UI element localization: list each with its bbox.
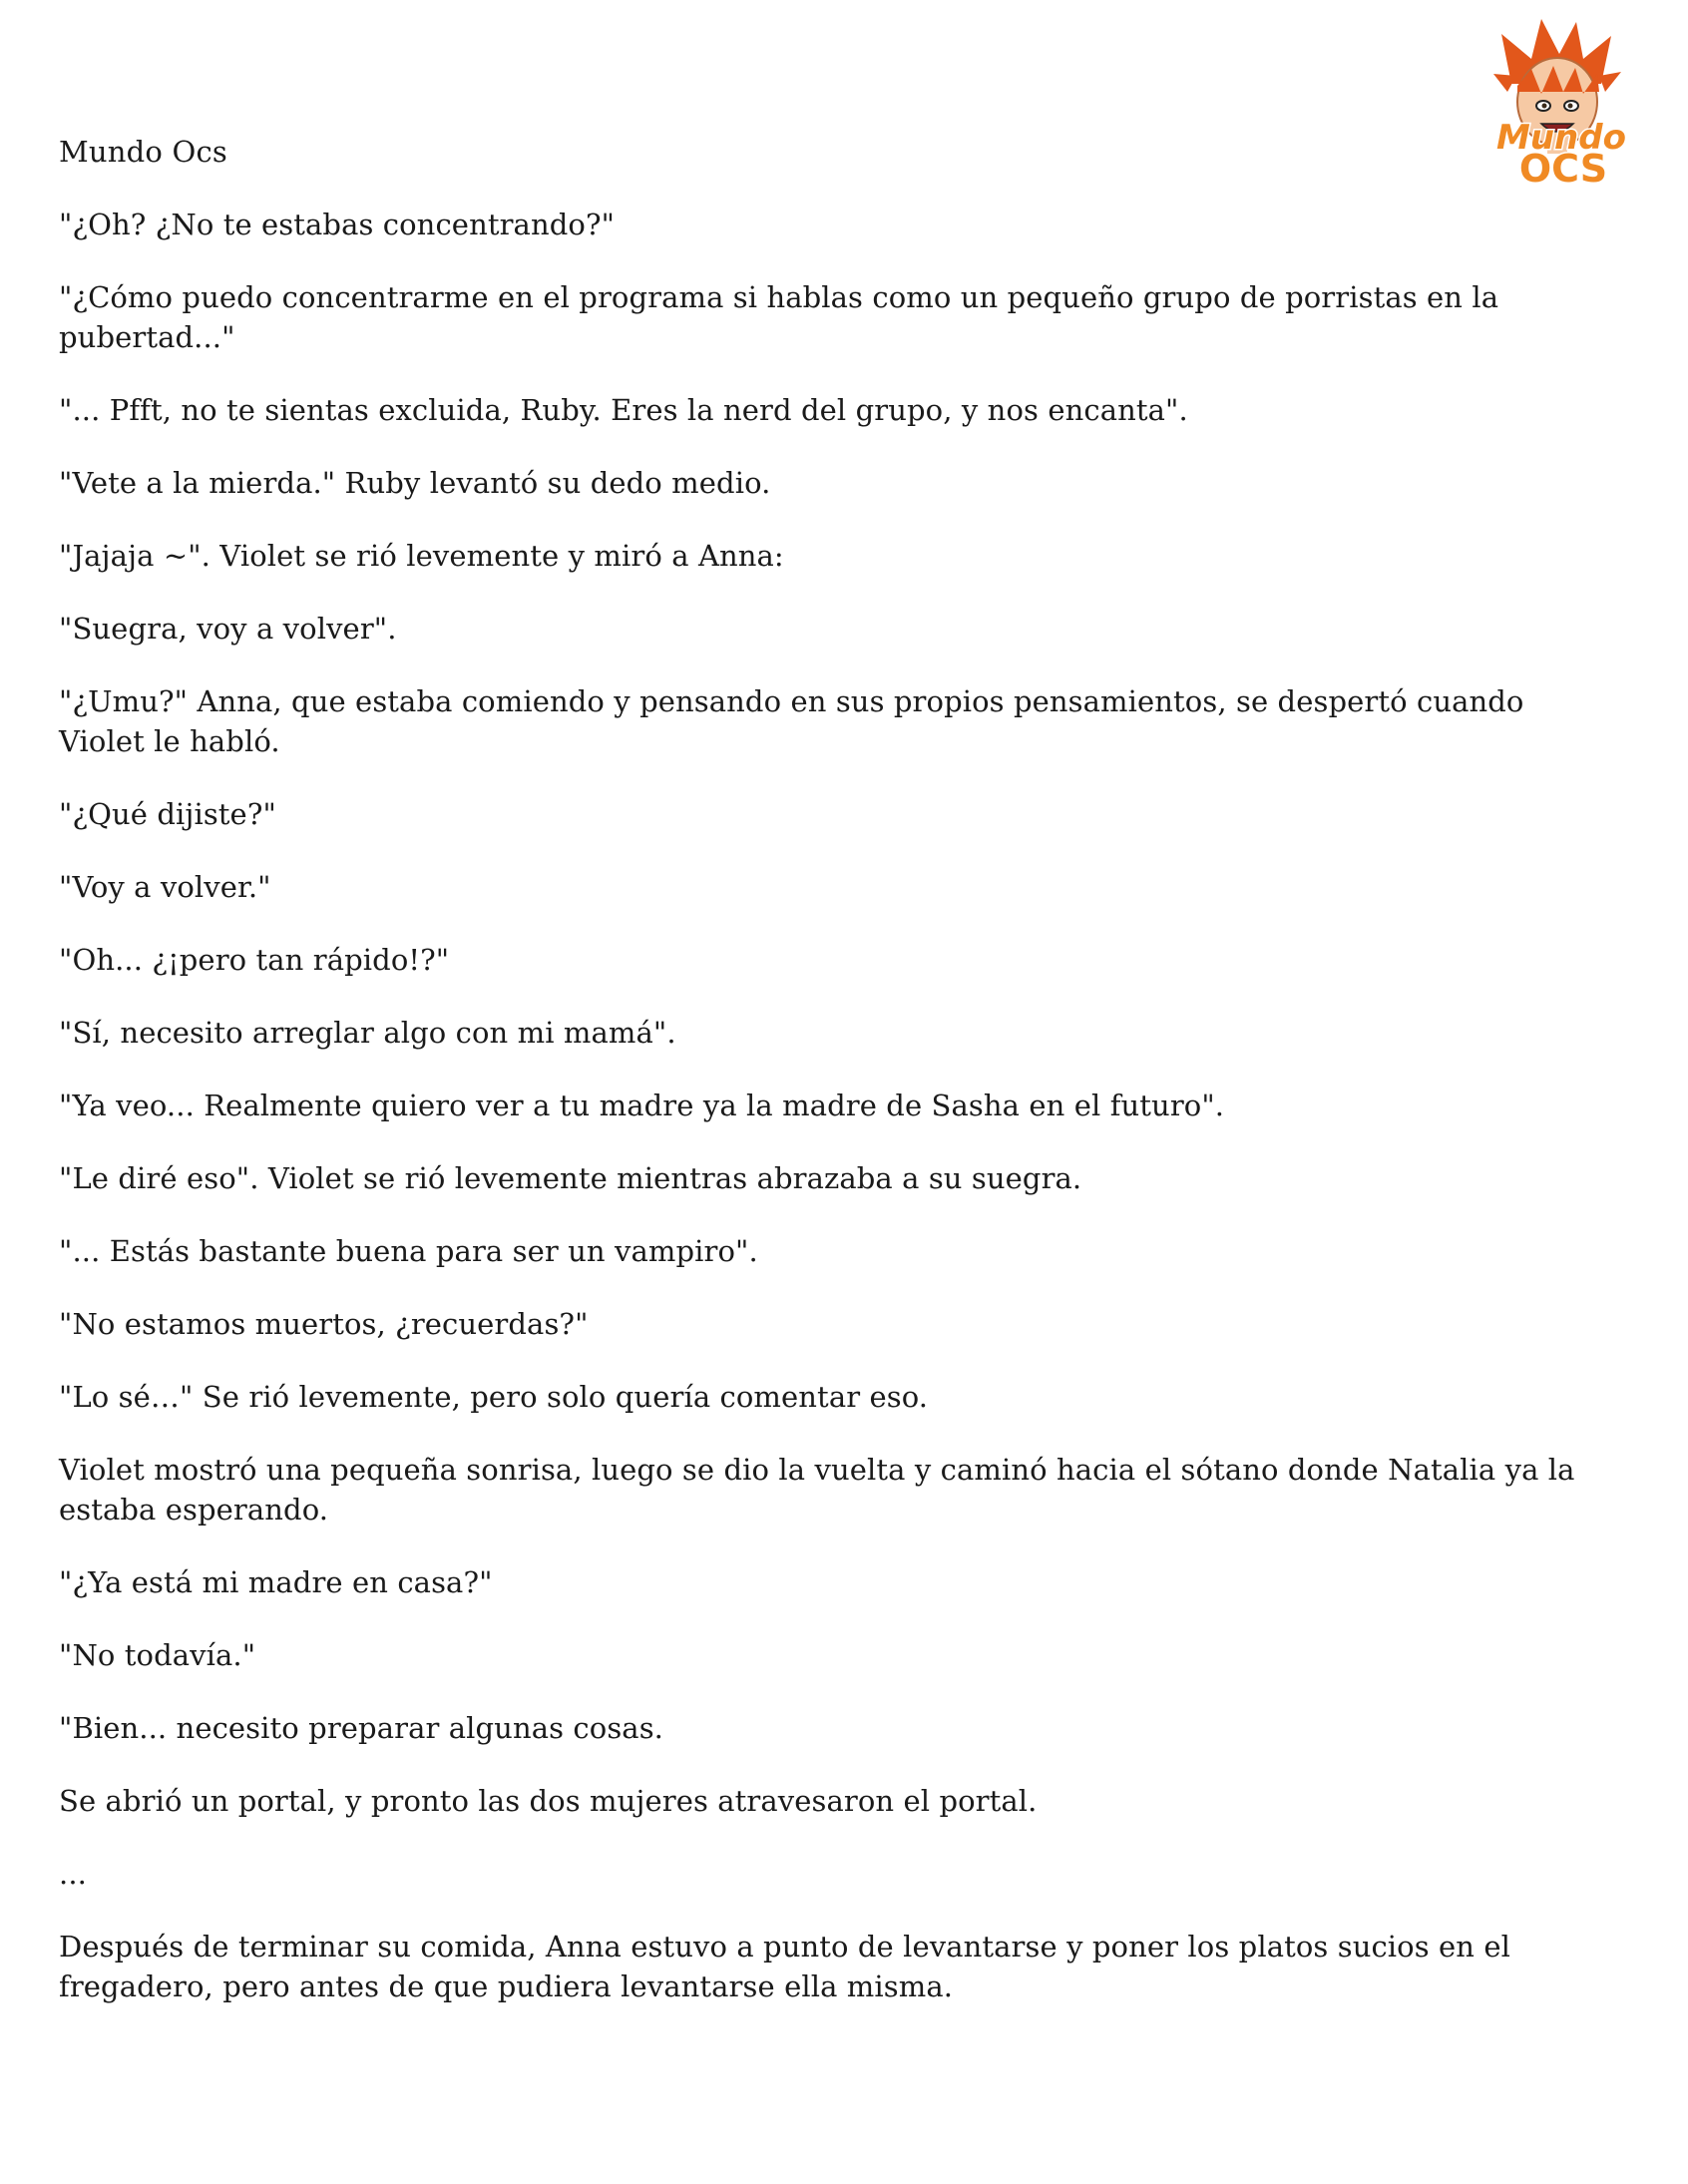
- paragraph: "Sí, necesito arreglar algo con mi mamá".: [59, 1016, 676, 1050]
- paragraph: "Oh... ¿¡pero tan rápido!?": [59, 943, 450, 977]
- paragraph: "Lo sé…" Se rió levemente, pero solo quería comentar eso.: [59, 1380, 929, 1414]
- paragraph: "¿Oh? ¿No te estabas concentrando?": [59, 208, 616, 241]
- document-body: [59, 132, 1615, 2039]
- paragraph: "... Estás bastante buena para ser un vampiro".: [59, 1234, 758, 1268]
- paragraph: "Le diré eso". Violet se rió levemente mientras abrazaba a su suegra.: [59, 1161, 1082, 1195]
- logo-word-mundo: Mundo: [1496, 118, 1626, 158]
- paragraph: "No estamos muertos, ¿recuerdas?": [59, 1307, 589, 1341]
- logo-word-ocs: OCS: [1518, 147, 1608, 189]
- paragraph: "No todavía.": [59, 1638, 256, 1672]
- paragraph: "... Pfft, no te sientas excluida, Ruby. Eres la nerd del grupo, y nos encanta".: [59, 393, 1188, 427]
- paragraph: Se abrió un portal, y pronto las dos mujeres atravesaron el portal.: [59, 1784, 1038, 1818]
- paragraph: "Suegra, voy a volver".: [59, 612, 397, 646]
- paragraph: "Bien... necesito preparar algunas cosas.: [59, 1711, 663, 1745]
- paragraph: "¿Umu?" Anna, que estaba comiendo y pensando en sus propios pensamientos, se despertó cuando Violet le habló.: [59, 684, 1524, 758]
- paragraph: "Vete a la mierda." Ruby levantó su dedo medio.: [59, 466, 771, 500]
- paragraph: "¿Cómo puedo concentrarme en el programa si hablas como un pequeño grupo de porristas en la pubertad...": [59, 280, 1499, 354]
- site-title: Mundo Ocs: [59, 135, 227, 169]
- paragraph: "¿Qué dijiste?": [59, 797, 276, 831]
- paragraph: "Ya veo... Realmente quiero ver a tu madre ya la madre de Sasha en el futuro".: [59, 1089, 1225, 1122]
- paragraph: Después de terminar su comida, Anna estuvo a punto de levantarse y poner los platos sucios en el fregadero, pero antes de que pudiera levantarse ella misma.: [59, 1930, 1511, 2003]
- paragraph: "Voy a volver.": [59, 870, 271, 904]
- paragraph: Violet mostró una pequeña sonrisa, luego se dio la vuelta y caminó hacia el sótano donde Natalia ya la estaba esperando.: [59, 1453, 1575, 1527]
- paragraph: ...: [59, 1857, 87, 1891]
- paragraph: "¿Ya está mi madre en casa?": [59, 1565, 493, 1599]
- paragraph: "Jajaja ~". Violet se rió levemente y miró a Anna:: [59, 539, 784, 573]
